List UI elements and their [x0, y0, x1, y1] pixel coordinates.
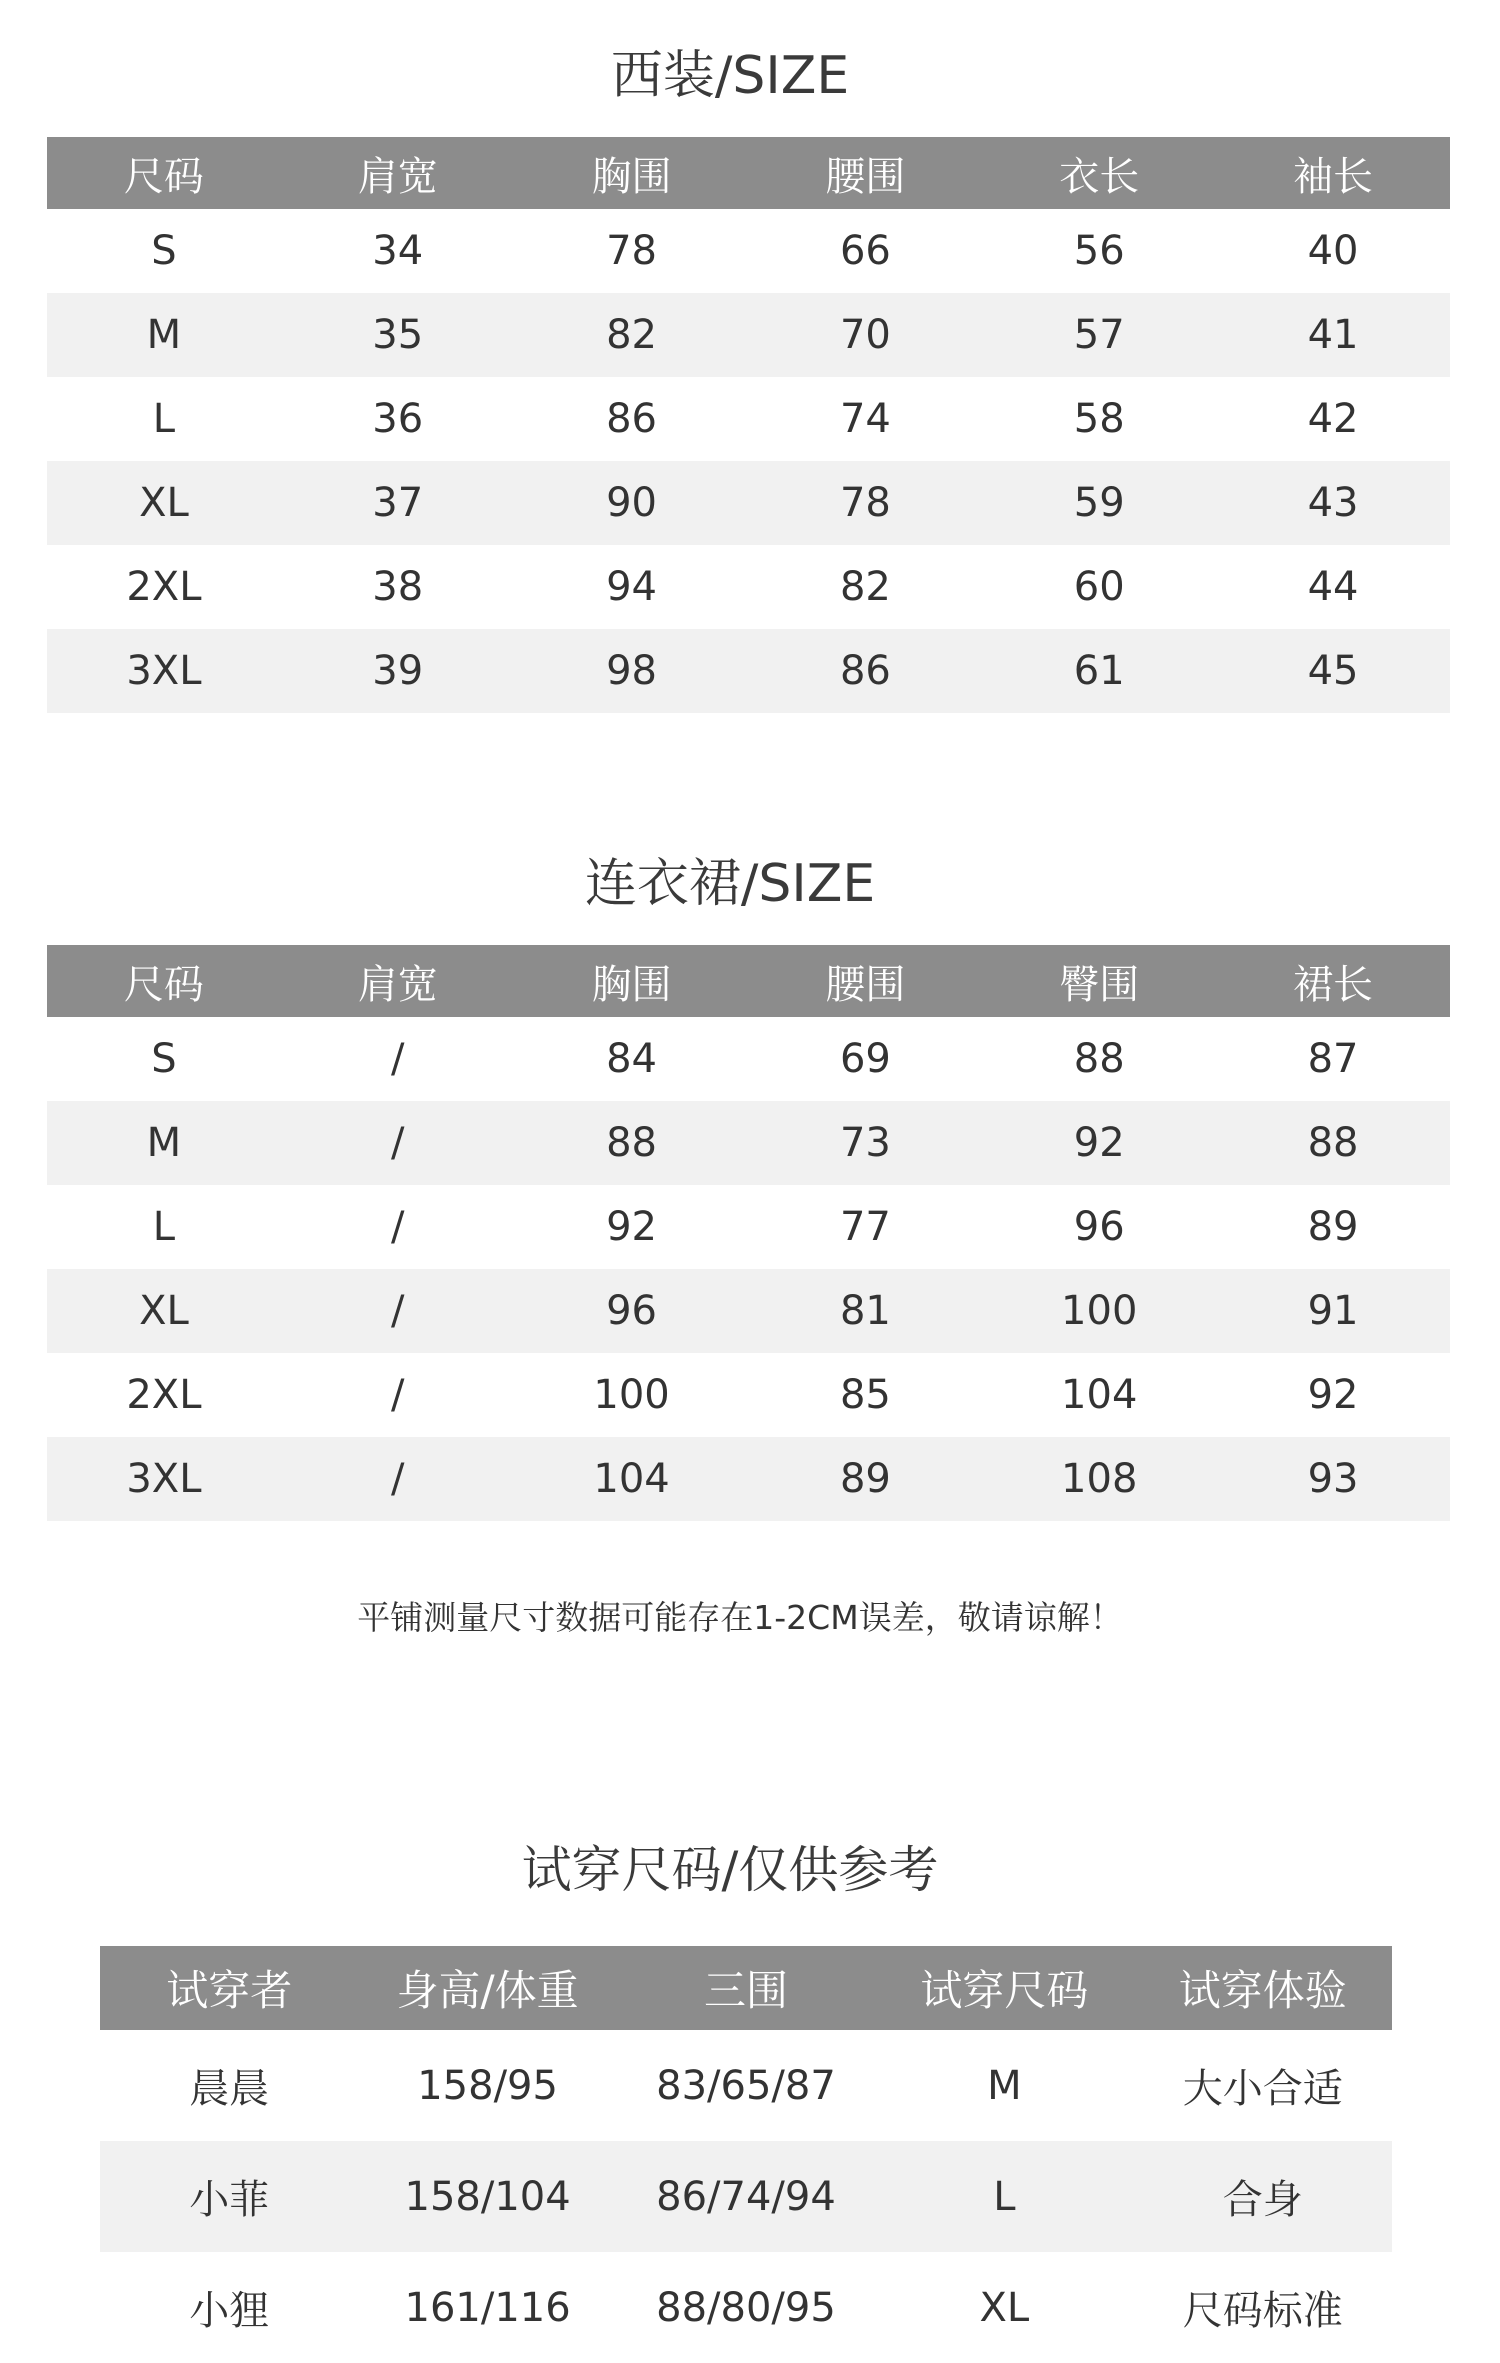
column-header: 裙长	[1293, 961, 1374, 1008]
table-cell: L	[152, 1204, 176, 1250]
table-cell: /	[391, 1372, 405, 1418]
table-cell: 88/80/95	[656, 2284, 836, 2331]
table-cell: 41	[1307, 312, 1359, 358]
dress-size-table	[47, 945, 1450, 1521]
table-row	[100, 2030, 1392, 2141]
table-cell: 45	[1307, 648, 1359, 694]
table-cell: L	[993, 2173, 1016, 2220]
table-cell: 92	[1073, 1120, 1125, 1166]
table-cell: 44	[1307, 564, 1359, 610]
suit-size-table	[47, 137, 1450, 713]
table-cell: 88	[606, 1120, 658, 1166]
table-cell: 35	[372, 312, 424, 358]
table-cell: /	[391, 1120, 405, 1166]
table-cell: 3XL	[126, 648, 202, 694]
table-cell: 161/116	[404, 2284, 571, 2331]
table-row	[47, 629, 1450, 713]
table-cell: S	[151, 228, 177, 274]
tryon-title: 试穿尺码/仅供参考	[521, 1841, 939, 1899]
dress-size-title: 连衣裙/SIZE	[584, 854, 876, 914]
table-cell: 100	[1061, 1288, 1138, 1334]
table-cell: /	[391, 1036, 405, 1082]
table-cell: 大小合适	[1182, 2066, 1343, 2112]
table-cell: 94	[606, 564, 658, 610]
table-cell: 38	[372, 564, 424, 610]
table-row	[47, 1353, 1450, 1437]
table-cell: 87	[1307, 1036, 1359, 1082]
table-cell: 96	[1073, 1204, 1125, 1250]
table-cell: 104	[593, 1456, 670, 1502]
table-cell: M	[987, 2062, 1022, 2109]
table-row	[100, 2141, 1392, 2252]
table-cell: 57	[1073, 312, 1125, 358]
table-cell: 108	[1061, 1456, 1138, 1502]
table-cell: 90	[606, 480, 658, 526]
column-header: 试穿尺码	[920, 1966, 1089, 2015]
table-cell: 81	[839, 1288, 891, 1334]
suit-size-title: 西装/SIZE	[610, 46, 850, 106]
table-cell: 3XL	[126, 1456, 202, 1502]
table-cell: 158/104	[404, 2173, 571, 2220]
column-header: 肩宽	[357, 153, 438, 200]
table-cell: 34	[372, 228, 424, 274]
table-cell: /	[391, 1204, 405, 1250]
table-cell: 56	[1073, 228, 1125, 274]
table-cell: 66	[839, 228, 891, 274]
table-cell: 92	[606, 1204, 658, 1250]
table-cell: M	[146, 312, 182, 358]
table-cell: 61	[1073, 648, 1125, 694]
column-header: 腰围	[825, 153, 906, 200]
table-row	[47, 1437, 1450, 1521]
table-cell: 尺码标准	[1182, 2288, 1343, 2334]
table-cell: 98	[606, 648, 658, 694]
table-cell: 89	[1307, 1204, 1359, 1250]
table-cell: 77	[839, 1204, 891, 1250]
table-cell: 43	[1307, 480, 1359, 526]
table-row	[47, 1269, 1450, 1353]
table-row	[47, 377, 1450, 461]
table-cell: 2XL	[126, 1372, 202, 1418]
column-header: 试穿体验	[1178, 1966, 1347, 2015]
table-cell: 73	[839, 1120, 891, 1166]
table-cell: 104	[1061, 1372, 1138, 1418]
table-row	[47, 1017, 1450, 1101]
table-cell: XL	[139, 1288, 189, 1334]
table-cell: 93	[1307, 1456, 1359, 1502]
table-row	[100, 2252, 1392, 2363]
table-cell: 36	[372, 396, 424, 442]
table-cell: 58	[1073, 396, 1125, 442]
table-cell: 40	[1307, 228, 1359, 274]
table-cell: 85	[839, 1372, 891, 1418]
table-cell: 2XL	[126, 564, 202, 610]
table-row	[47, 293, 1450, 377]
table-header-row	[47, 945, 1450, 1017]
table-cell: 37	[372, 480, 424, 526]
table-cell: 合身	[1222, 2177, 1303, 2223]
table-cell: 42	[1307, 396, 1359, 442]
column-header: 身高/体重	[396, 1966, 579, 2015]
table-cell: XL	[979, 2284, 1030, 2331]
column-header: 衣长	[1059, 153, 1140, 200]
table-cell: 86	[606, 396, 658, 442]
table-cell: 39	[372, 648, 424, 694]
table-cell: 86/74/94	[656, 2173, 836, 2220]
table-row	[47, 545, 1450, 629]
column-header: 胸围	[591, 961, 672, 1008]
table-cell: 70	[839, 312, 891, 358]
table-cell: 91	[1307, 1288, 1359, 1334]
tryon-table	[100, 1946, 1392, 2363]
column-header: 尺码	[123, 961, 204, 1008]
table-cell: /	[391, 1288, 405, 1334]
table-cell: 88	[1307, 1120, 1359, 1166]
column-header: 胸围	[591, 153, 672, 200]
table-cell: 96	[606, 1288, 658, 1334]
table-cell: 92	[1307, 1372, 1359, 1418]
table-row	[47, 461, 1450, 545]
column-header: 肩宽	[357, 961, 438, 1008]
table-header-row	[47, 137, 1450, 209]
table-cell: 小狸	[189, 2288, 270, 2334]
table-cell: 78	[839, 480, 891, 526]
table-cell: 晨晨	[189, 2066, 270, 2112]
table-cell: 82	[606, 312, 658, 358]
table-cell: 小菲	[189, 2177, 270, 2223]
table-row	[47, 1185, 1450, 1269]
table-cell: M	[146, 1120, 182, 1166]
measurement-note: 平铺测量尺寸数据可能存在1-2CM误差，敬请谅解！	[357, 1598, 1123, 1637]
table-cell: 78	[606, 228, 658, 274]
table-row	[47, 209, 1450, 293]
column-header: 试穿者	[166, 1966, 293, 2015]
table-cell: 84	[606, 1036, 658, 1082]
table-cell: 82	[839, 564, 891, 610]
column-header: 尺码	[123, 153, 204, 200]
table-cell: XL	[139, 480, 189, 526]
table-cell: S	[151, 1036, 177, 1082]
table-cell: 86	[839, 648, 891, 694]
table-row	[47, 1101, 1450, 1185]
table-cell: L	[152, 396, 176, 442]
table-cell: 74	[839, 396, 891, 442]
column-header: 腰围	[825, 961, 906, 1008]
table-cell: 158/95	[417, 2062, 558, 2109]
table-cell: 88	[1073, 1036, 1125, 1082]
table-cell: 59	[1073, 480, 1125, 526]
table-cell: 60	[1073, 564, 1125, 610]
table-cell: 89	[839, 1456, 891, 1502]
column-header: 臀围	[1059, 961, 1140, 1008]
table-cell: 69	[839, 1036, 891, 1082]
table-header-row	[100, 1946, 1392, 2030]
table-cell: /	[391, 1456, 405, 1502]
table-cell: 83/65/87	[656, 2062, 836, 2109]
column-header: 袖长	[1293, 153, 1374, 200]
column-header: 三围	[703, 1966, 788, 2015]
table-cell: 100	[593, 1372, 670, 1418]
